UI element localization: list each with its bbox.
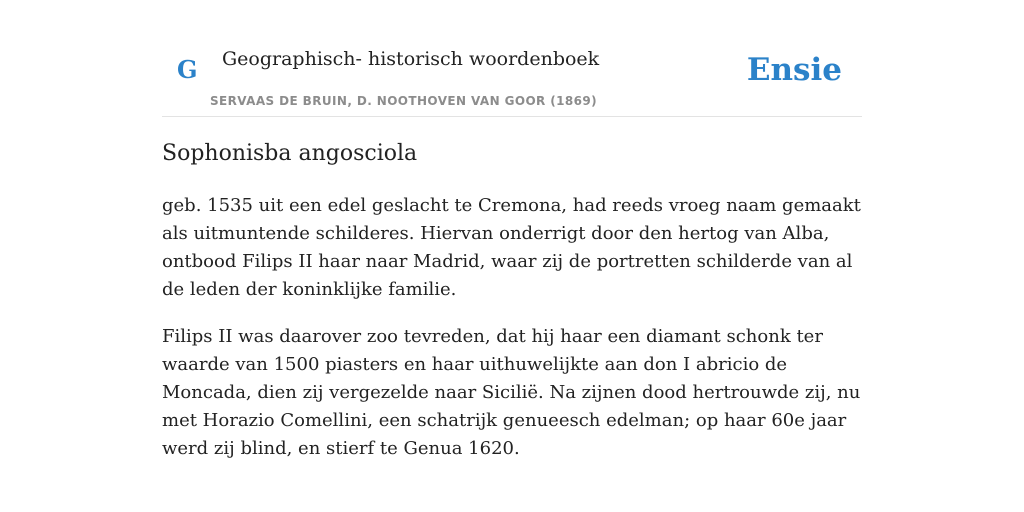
entry-content [162,138,862,482]
entry-paragraph: Filips II was daarover zoo tevreden, dat hij haar een diamant schonk ter waarde van 1500 piasters en haar uithuwelijkte aan don I abricio de Moncada, dien zij vergezelde naar Sicilië. Na zijnen dood hertrouwde zij, nu met Horazio Comellini, een schatrijk genueesch edelman; op haar 60e jaar werd zij blind, en stierf te Genua 1620. [162,326,861,459]
book-header [162,36,862,117]
book-letter-logo[interactable]: G [177,55,198,84]
entry-title: Sophonisba angosciola [162,141,418,166]
book-author: SERVAAS DE BRUIN, D. NOOTHOVEN VAN GOOR (1869) [210,94,598,108]
entry-paragraph: geb. 1535 uit een edel geslacht te Cremona, had reeds vroeg naam gemaakt als uitmuntende schilderes. Hiervan onderrigt door den hertog van Alba, ontbood Filips II haar naar Madrid, waar zij de portretten schilderde van al de leden der koninklijke familie. [162,195,861,300]
ensie-logo[interactable]: Ensie [746,52,842,88]
book-title-link[interactable]: Geographisch- historisch woordenboek [222,48,600,70]
